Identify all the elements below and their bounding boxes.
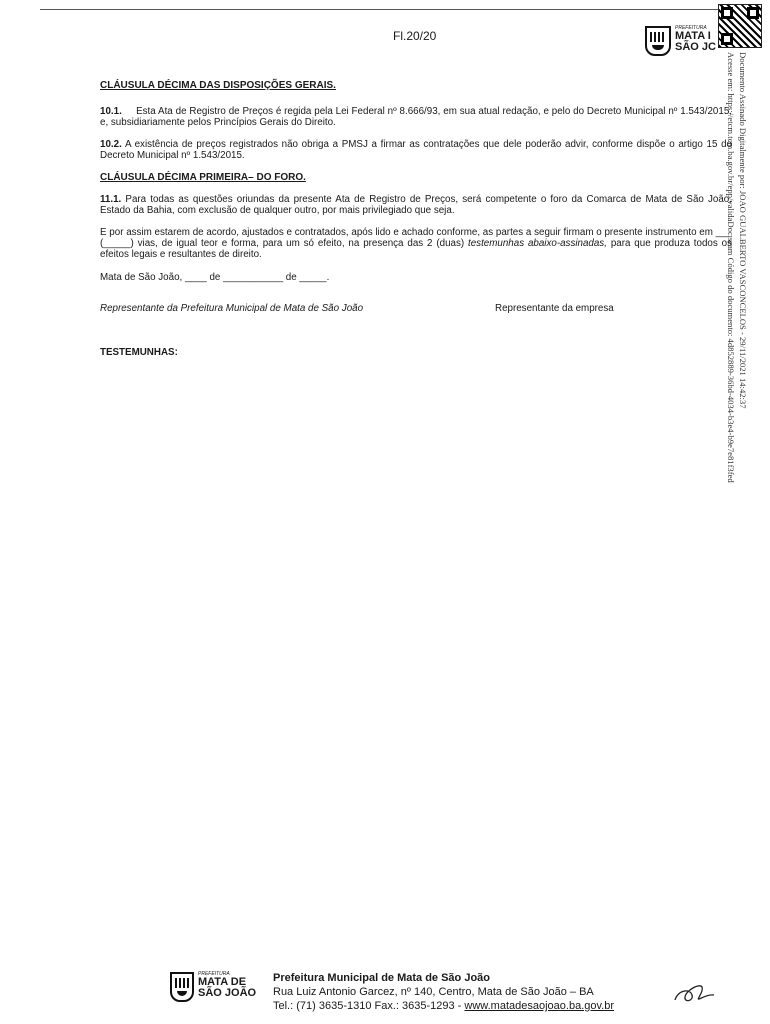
top-rule: [40, 9, 720, 10]
stamp-line-2: Acesse em: https://etcm.tcm.ba.gov.br/epp/validaDoc.seam Código do documento: 4d852889-36bd-4034-b3e4-b9e7e81f3fed: [726, 52, 736, 483]
clause-10-2-text: A existência de preços registrados não obriga a PMSJ a firmar as contratações que dele poderão advir, conforme dispõe o artigo 15 do Decreto Municipal nº 1.543/2015.: [100, 139, 732, 161]
clause-11-1-text: Para todas as questões oriundas da presente Ata de Registro de Preços, será competente o foro da Comarca de Mata de São João, Estado da Bahia, com exclusão de qualquer outro, por mais privilegiado que seja.: [100, 194, 732, 216]
signature-row: [100, 303, 732, 317]
signature-right-label: Representante da empresa: [495, 303, 614, 314]
closing-paragraph: [100, 227, 732, 260]
closing-text-a: E por assim estarem de acordo, ajustados e contratados, após lido e achado conforme, as partes a seguir firmam o presente instrumento em ___ (_____) vias, de igual teor e forma, para um só efeito, na presença das 2 (duas): [100, 227, 732, 249]
page-number: Fl.20/20: [393, 29, 437, 43]
clause-11-heading: CLÁUSULA DÉCIMA PRIMEIRA– DO FORO.: [100, 172, 306, 183]
date-line: Mata de São João, ____ de ___________ de _____.: [100, 272, 330, 283]
handwritten-signature-icon: [672, 978, 718, 1006]
clause-10-heading: CLÁUSULA DÉCIMA DAS DISPOSIÇÕES GERAIS.: [100, 80, 336, 91]
footer-phone: Tel.: (71) 3635-1310 Fax.: 3635-1293 -: [273, 1000, 465, 1012]
footer-contact: [273, 999, 614, 1013]
coat-of-arms-icon: [645, 26, 671, 56]
clause-10-1-number: 10.1.: [100, 106, 122, 117]
footer-logo-line2: SÃO JOÃO: [198, 987, 257, 999]
footer-logo-small: PREFEITURA: [198, 971, 230, 977]
header-logo-line1: MATA I: [675, 30, 711, 42]
qr-code-icon[interactable]: [718, 4, 762, 48]
clause-11-1: [100, 194, 732, 216]
header-logo: [645, 26, 716, 56]
clause-10-1: [100, 106, 732, 128]
header-logo-line2: SÃO JC: [675, 41, 716, 53]
closing-text-italic: testemunhas abaixo-assinadas,: [468, 238, 607, 249]
footer-title: Prefeitura Municipal de Mata de São João: [273, 972, 490, 984]
clause-10-1-text: Esta Ata de Registro de Preços é regida pela Lei Federal nº 8.666/93, em sua atual redação, e pelo do Decreto Municipal nº 1.543/2015, e, subsidiariamente pelos Princípios Gerais do Direito.: [100, 106, 732, 128]
footer-logo-line1: MATA DE: [198, 976, 247, 988]
signature-left-label: Representante da Prefeitura Municipal de Mata de São João: [100, 303, 364, 314]
document-body: [100, 80, 732, 358]
stamp-line-1: Documento Assinado Digitalmente por: JOAO GUALBERTO VASCONCELOS - 29/11/2021 14:42:37: [738, 52, 748, 409]
closing-text-b: para que produza todos os efeitos legais e resultantes de direito.: [100, 238, 732, 260]
page-footer: [170, 970, 670, 1020]
footer-address: Rua Luiz Antonio Garcez, nº 140, Centro, Mata de São João – BA: [273, 986, 594, 998]
clause-11-1-number: 11.1.: [100, 194, 122, 205]
witnesses-label: TESTEMUNHAS:: [100, 347, 178, 358]
header-logo-small: PREFEITURA: [675, 25, 707, 31]
footer-website-link[interactable]: www.matadesaojoao.ba.gov.br: [464, 1000, 615, 1012]
footer-logo: [170, 972, 256, 1002]
clause-10-2: [100, 139, 732, 161]
footer-coat-of-arms-icon: [170, 972, 194, 1002]
clause-10-2-number: 10.2.: [100, 139, 122, 150]
